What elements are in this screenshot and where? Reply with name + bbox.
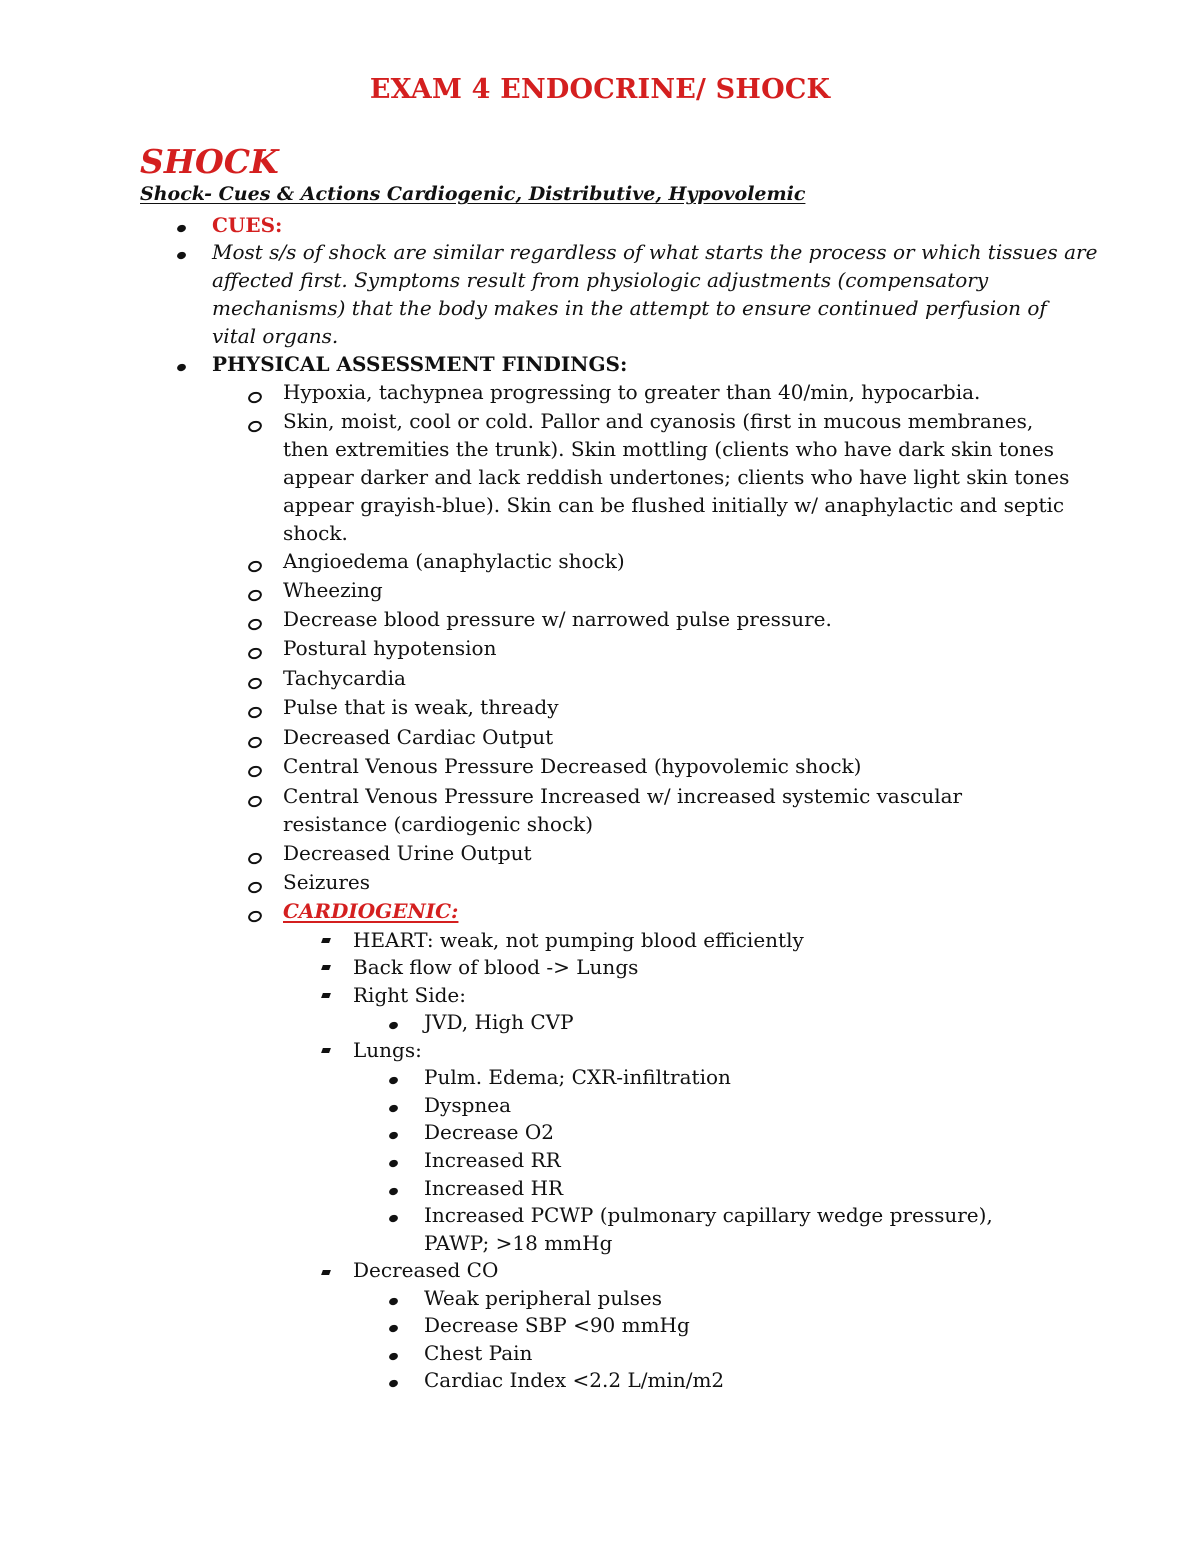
bullet-marker xyxy=(388,1104,399,1113)
circle-bullet-marker xyxy=(247,909,264,924)
circle-bullet-marker xyxy=(247,735,264,750)
list-item: Pulse that is weak, thready xyxy=(283,695,559,719)
cues-text-line-1: Most s/s of shock are similar regardless of what starts the process or which tissues are xyxy=(212,240,1098,264)
circle-bullet-marker xyxy=(247,559,264,574)
circle-bullet-marker xyxy=(247,588,264,603)
cues-text-line-2: affected first. Symptoms result from physiologic adjustments (compensatory xyxy=(212,268,989,292)
bullet-marker xyxy=(388,1297,399,1306)
bullet-marker xyxy=(176,224,187,233)
list-item: Cardiac Index <2.2 L/min/m2 xyxy=(424,1368,725,1392)
list-item: Dyspnea xyxy=(424,1093,512,1117)
cardiogenic-label: CARDIOGENIC: xyxy=(283,899,459,923)
bullet-marker xyxy=(388,1379,399,1388)
bullet-marker xyxy=(388,1021,399,1030)
square-bullet-marker xyxy=(321,1048,331,1053)
list-item: HEART: weak, not pumping blood efficiently xyxy=(353,928,804,952)
square-bullet-marker xyxy=(321,938,331,943)
bullet-marker xyxy=(388,1076,399,1085)
circle-bullet-marker xyxy=(247,880,264,895)
list-item: Right Side: xyxy=(353,983,467,1007)
list-item-continued: appear darker and lack reddish undertones; clients who have light skin tones xyxy=(283,465,1070,489)
bullet-marker xyxy=(176,251,187,260)
list-item: Decrease blood pressure w/ narrowed pulse pressure. xyxy=(283,607,832,631)
list-item: Decreased CO xyxy=(353,1258,499,1282)
circle-bullet-marker xyxy=(247,794,264,809)
bullet-marker xyxy=(388,1352,399,1361)
bullet-marker xyxy=(388,1187,399,1196)
list-item: Wheezing xyxy=(283,578,383,602)
list-item: Increased PCWP (pulmonary capillary wedge pressure), xyxy=(424,1203,993,1227)
findings-label: PHYSICAL ASSESSMENT FINDINGS: xyxy=(212,352,628,376)
bullet-marker xyxy=(176,363,187,372)
section-heading-shock: SHOCK xyxy=(140,142,279,181)
list-item: Tachycardia xyxy=(283,666,406,690)
list-item: JVD, High CVP xyxy=(424,1010,574,1034)
circle-bullet-marker xyxy=(247,851,264,866)
bullet-marker xyxy=(388,1159,399,1168)
list-item-continued: then extremities the trunk). Skin mottling (clients who have dark skin tones xyxy=(283,437,1054,461)
list-item-continued: resistance (cardiogenic shock) xyxy=(283,812,594,836)
list-item: Back flow of blood -> Lungs xyxy=(353,955,639,979)
list-item: Increased RR xyxy=(424,1148,561,1172)
circle-bullet-marker xyxy=(247,390,264,405)
list-item: Postural hypotension xyxy=(283,636,497,660)
list-item: Central Venous Pressure Increased w/ increased systemic vascular xyxy=(283,784,963,808)
bullet-marker xyxy=(388,1214,399,1223)
circle-bullet-marker xyxy=(247,617,264,632)
list-item: Pulm. Edema; CXR-infiltration xyxy=(424,1065,731,1089)
bullet-marker xyxy=(388,1324,399,1333)
circle-bullet-marker xyxy=(247,646,264,661)
document-title: EXAM 4 ENDOCRINE/ SHOCK xyxy=(369,74,831,105)
list-item: Angioedema (anaphylactic shock) xyxy=(283,549,625,573)
list-item: Decreased Urine Output xyxy=(283,841,532,865)
cues-label: CUES: xyxy=(212,213,283,237)
list-item: Increased HR xyxy=(424,1176,564,1200)
list-item-continued: shock. xyxy=(283,521,348,545)
list-item: Seizures xyxy=(283,870,371,894)
list-item: Skin, moist, cool or cold. Pallor and cyanosis (first in mucous membranes, xyxy=(283,409,1034,433)
cues-text-line-4: vital organs. xyxy=(212,324,339,348)
bullet-marker xyxy=(388,1131,399,1140)
circle-bullet-marker xyxy=(247,419,264,434)
list-item: Decrease SBP <90 mmHg xyxy=(424,1313,690,1337)
list-item: Weak peripheral pulses xyxy=(424,1286,662,1310)
circle-bullet-marker xyxy=(247,676,264,691)
square-bullet-marker xyxy=(321,1270,331,1275)
subheading-cues-actions: Shock- Cues & Actions Cardiogenic, Distributive, Hypovolemic xyxy=(140,183,806,205)
list-item: Central Venous Pressure Decreased (hypovolemic shock) xyxy=(283,754,862,778)
list-item-continued: PAWP; >18 mmHg xyxy=(424,1231,613,1255)
square-bullet-marker xyxy=(321,965,331,970)
list-item: Decrease O2 xyxy=(424,1120,554,1144)
circle-bullet-marker xyxy=(247,764,264,779)
list-item: Lungs: xyxy=(353,1038,422,1062)
circle-bullet-marker xyxy=(247,705,264,720)
list-item-continued: appear grayish-blue). Skin can be flushed initially w/ anaphylactic and septic xyxy=(283,493,1065,517)
list-item: Chest Pain xyxy=(424,1341,533,1365)
list-item: Decreased Cardiac Output xyxy=(283,725,554,749)
list-item: Hypoxia, tachypnea progressing to greater than 40/min, hypocarbia. xyxy=(283,380,981,404)
cues-text-line-3: mechanisms) that the body makes in the attempt to ensure continued perfusion of xyxy=(212,296,1047,320)
square-bullet-marker xyxy=(321,993,331,998)
